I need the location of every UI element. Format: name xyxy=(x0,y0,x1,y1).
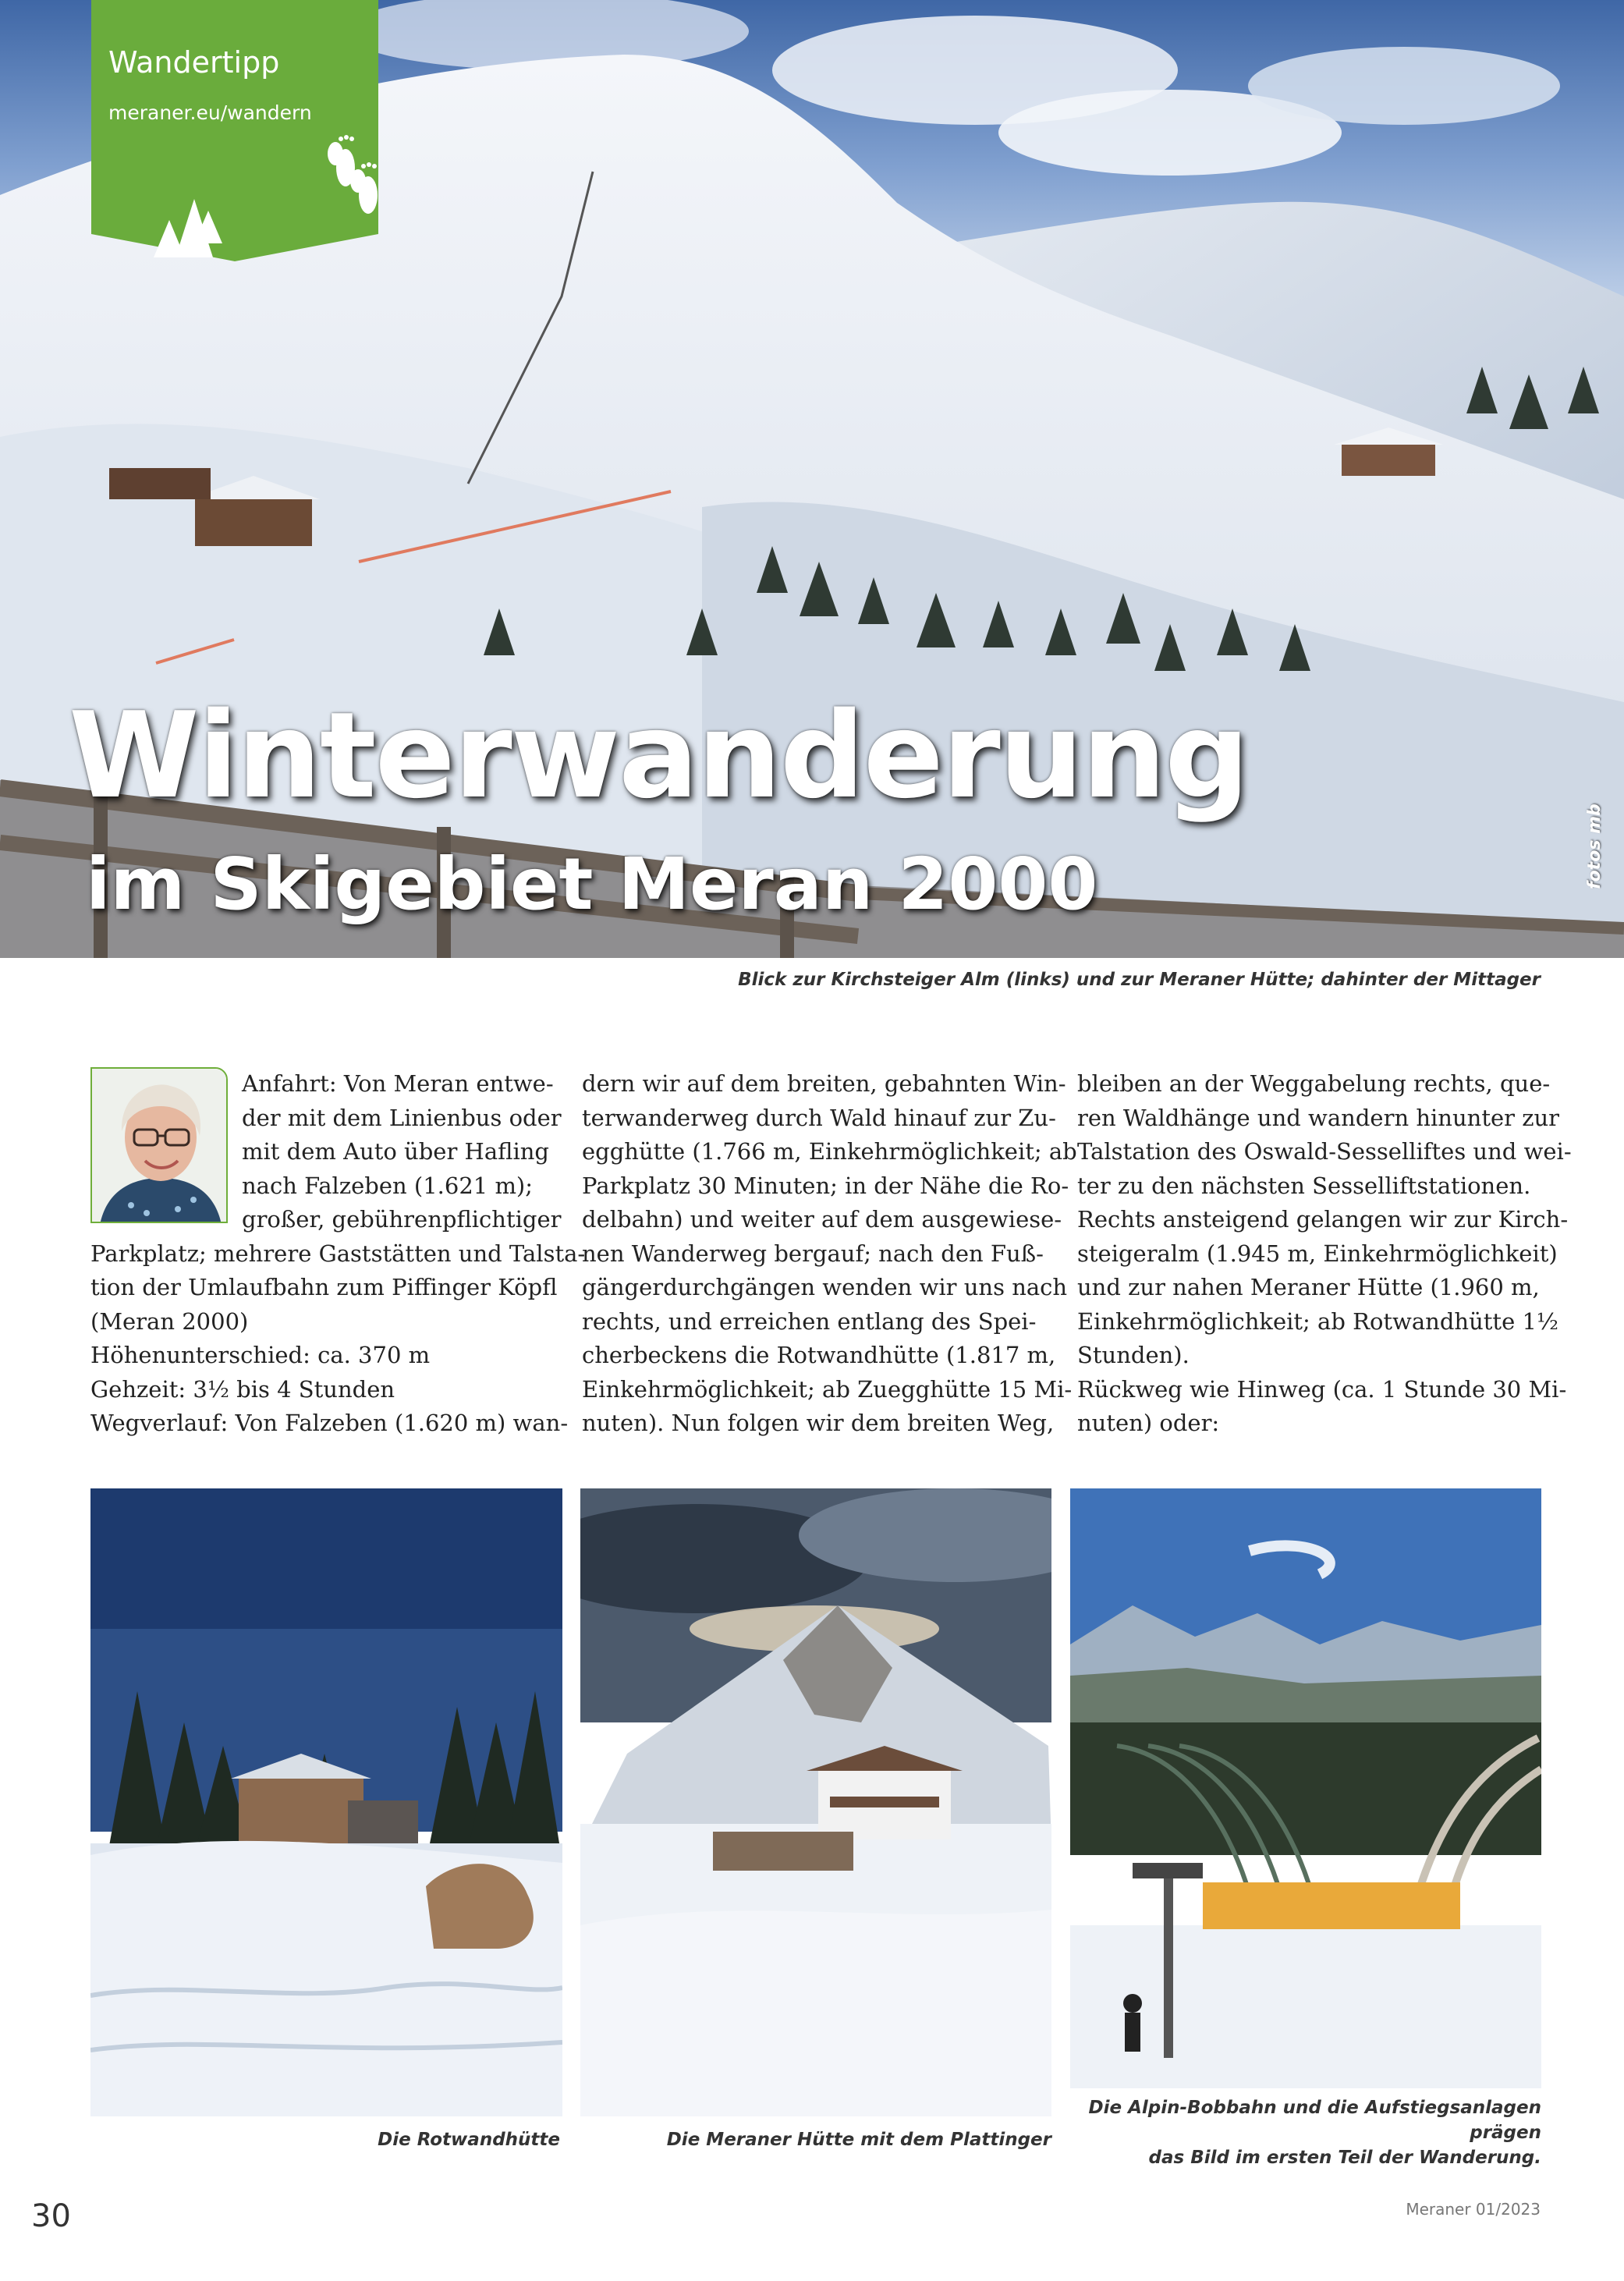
text-line: terwanderweg durch Wald hinauf zur Zu- xyxy=(582,1104,1056,1131)
photo-credit: fotos mb xyxy=(1585,803,1604,889)
page-number: 30 xyxy=(31,2198,71,2234)
text-line: Rückweg wie Hinweg (ca. 1 Stunde 30 Mi- xyxy=(1077,1375,1567,1403)
text-line: der mit dem Linienbus oder xyxy=(242,1104,562,1131)
article-column-1 xyxy=(90,1067,586,1441)
article-column-2 xyxy=(582,1067,1077,1441)
text-line: nuten). Nun folgen wir dem breiten Weg, xyxy=(582,1410,1055,1436)
text-line: cherbeckens die Rotwandhütte (1.817 m, xyxy=(582,1342,1056,1368)
text-line: gängerdurchgängen wenden wir uns nach xyxy=(582,1274,1068,1300)
text-line: Wegverlauf: Von Falzeben (1.620 m) wan- xyxy=(90,1410,569,1436)
hero-caption: Blick zur Kirchsteiger Alm (links) und zur Meraner Hütte; dahinter der Mittager xyxy=(738,970,1541,990)
text-line: Einkehrmöglichkeit; ab Zuegghütte 15 Mi- xyxy=(582,1375,1073,1403)
caption-line: das Bild im ersten Teil der Wanderung. xyxy=(1148,2148,1541,2168)
text-line: egghütte (1.766 m, Einkehrmöglichkeit; ab xyxy=(582,1138,1077,1165)
text-line: bleiben an der Weggabelung rechts, que- xyxy=(1077,1070,1551,1097)
text-line: dern wir auf dem breiten, gebahnten Win- xyxy=(582,1070,1066,1097)
alpin-bobbahn-image xyxy=(1070,1488,1541,2088)
hero-image xyxy=(0,0,1624,958)
text-line: Anfahrt: Von Meran entwe- xyxy=(242,1070,554,1097)
text-line: nen Wanderweg bergauf; nach den Fuß- xyxy=(582,1240,1044,1267)
photo-meraner-huette xyxy=(580,1488,1051,2116)
article-title: Winterwanderung xyxy=(69,686,1248,825)
text-line: (Meran 2000) xyxy=(90,1307,249,1335)
text-line: delbahn) und weiter auf dem ausgewiese- xyxy=(582,1206,1062,1233)
caption-rotwandhuette: Die Rotwandhütte xyxy=(378,2130,560,2150)
text-line: Einkehrmöglichkeit; ab Rotwandhütte 1½ xyxy=(1077,1307,1559,1335)
text-line: ren Waldhänge und wandern hinunter zur xyxy=(1077,1104,1560,1131)
text-line: Rechts ansteigend gelangen wir zur Kirch- xyxy=(1077,1206,1569,1233)
text-line: steigeralm (1.945 m, Einkehrmöglichkeit) xyxy=(1077,1240,1558,1267)
article-column-3 xyxy=(1077,1067,1572,1441)
issue-label: Meraner 01/2023 xyxy=(1406,2200,1541,2219)
caption-line: Die Alpin-Bobbahn und die Aufstiegsanlagen prägen xyxy=(1088,2098,1541,2143)
caption-alpin-bobbahn xyxy=(1070,2095,1541,2170)
text-line: Stunden). xyxy=(1077,1342,1190,1368)
text-line: Talstation des Oswald-Sesselliftes und wei- xyxy=(1077,1138,1572,1165)
text-line: mit dem Auto über Hafling xyxy=(242,1138,549,1165)
photo-alpin-bobbahn xyxy=(1070,1488,1541,2088)
badge-background xyxy=(91,0,378,261)
text-line: und zur nahen Meraner Hütte (1.960 m, xyxy=(1077,1274,1540,1300)
text-line: tion der Umlaufbahn zum Piffinger Köpfl xyxy=(90,1274,558,1300)
rotwandhuette-image xyxy=(90,1488,562,2116)
text-line: nuten) oder: xyxy=(1077,1410,1220,1436)
article-subtitle: im Skigebiet Meran 2000 xyxy=(86,843,1098,926)
badge-url[interactable]: meraner.eu/wandern xyxy=(108,101,312,124)
text-line: großer, gebührenpflichtiger xyxy=(242,1206,562,1233)
text-line: ter zu den nächsten Sesselliftstationen. xyxy=(1077,1172,1531,1199)
text-line: Gehzeit: 3½ bis 4 Stunden xyxy=(90,1375,395,1403)
badge-title: Wandertipp xyxy=(108,45,280,80)
caption-meraner-huette: Die Meraner Hütte mit dem Plattinger xyxy=(666,2130,1051,2150)
text-line: Parkplatz; mehrere Gaststätten und Talsta- xyxy=(90,1240,586,1267)
text-line: rechts, und erreichen entlang des Spei- xyxy=(582,1307,1037,1335)
wandertipp-badge xyxy=(91,0,378,261)
photo-rotwandhuette xyxy=(90,1488,562,2116)
text-line: nach Falzeben (1.621 m); xyxy=(242,1172,534,1199)
text-line: Parkplatz 30 Minuten; in der Nähe die Ro- xyxy=(582,1172,1069,1199)
text-line: Höhenunterschied: ca. 370 m xyxy=(90,1342,431,1368)
meraner-huette-image xyxy=(580,1488,1051,2116)
